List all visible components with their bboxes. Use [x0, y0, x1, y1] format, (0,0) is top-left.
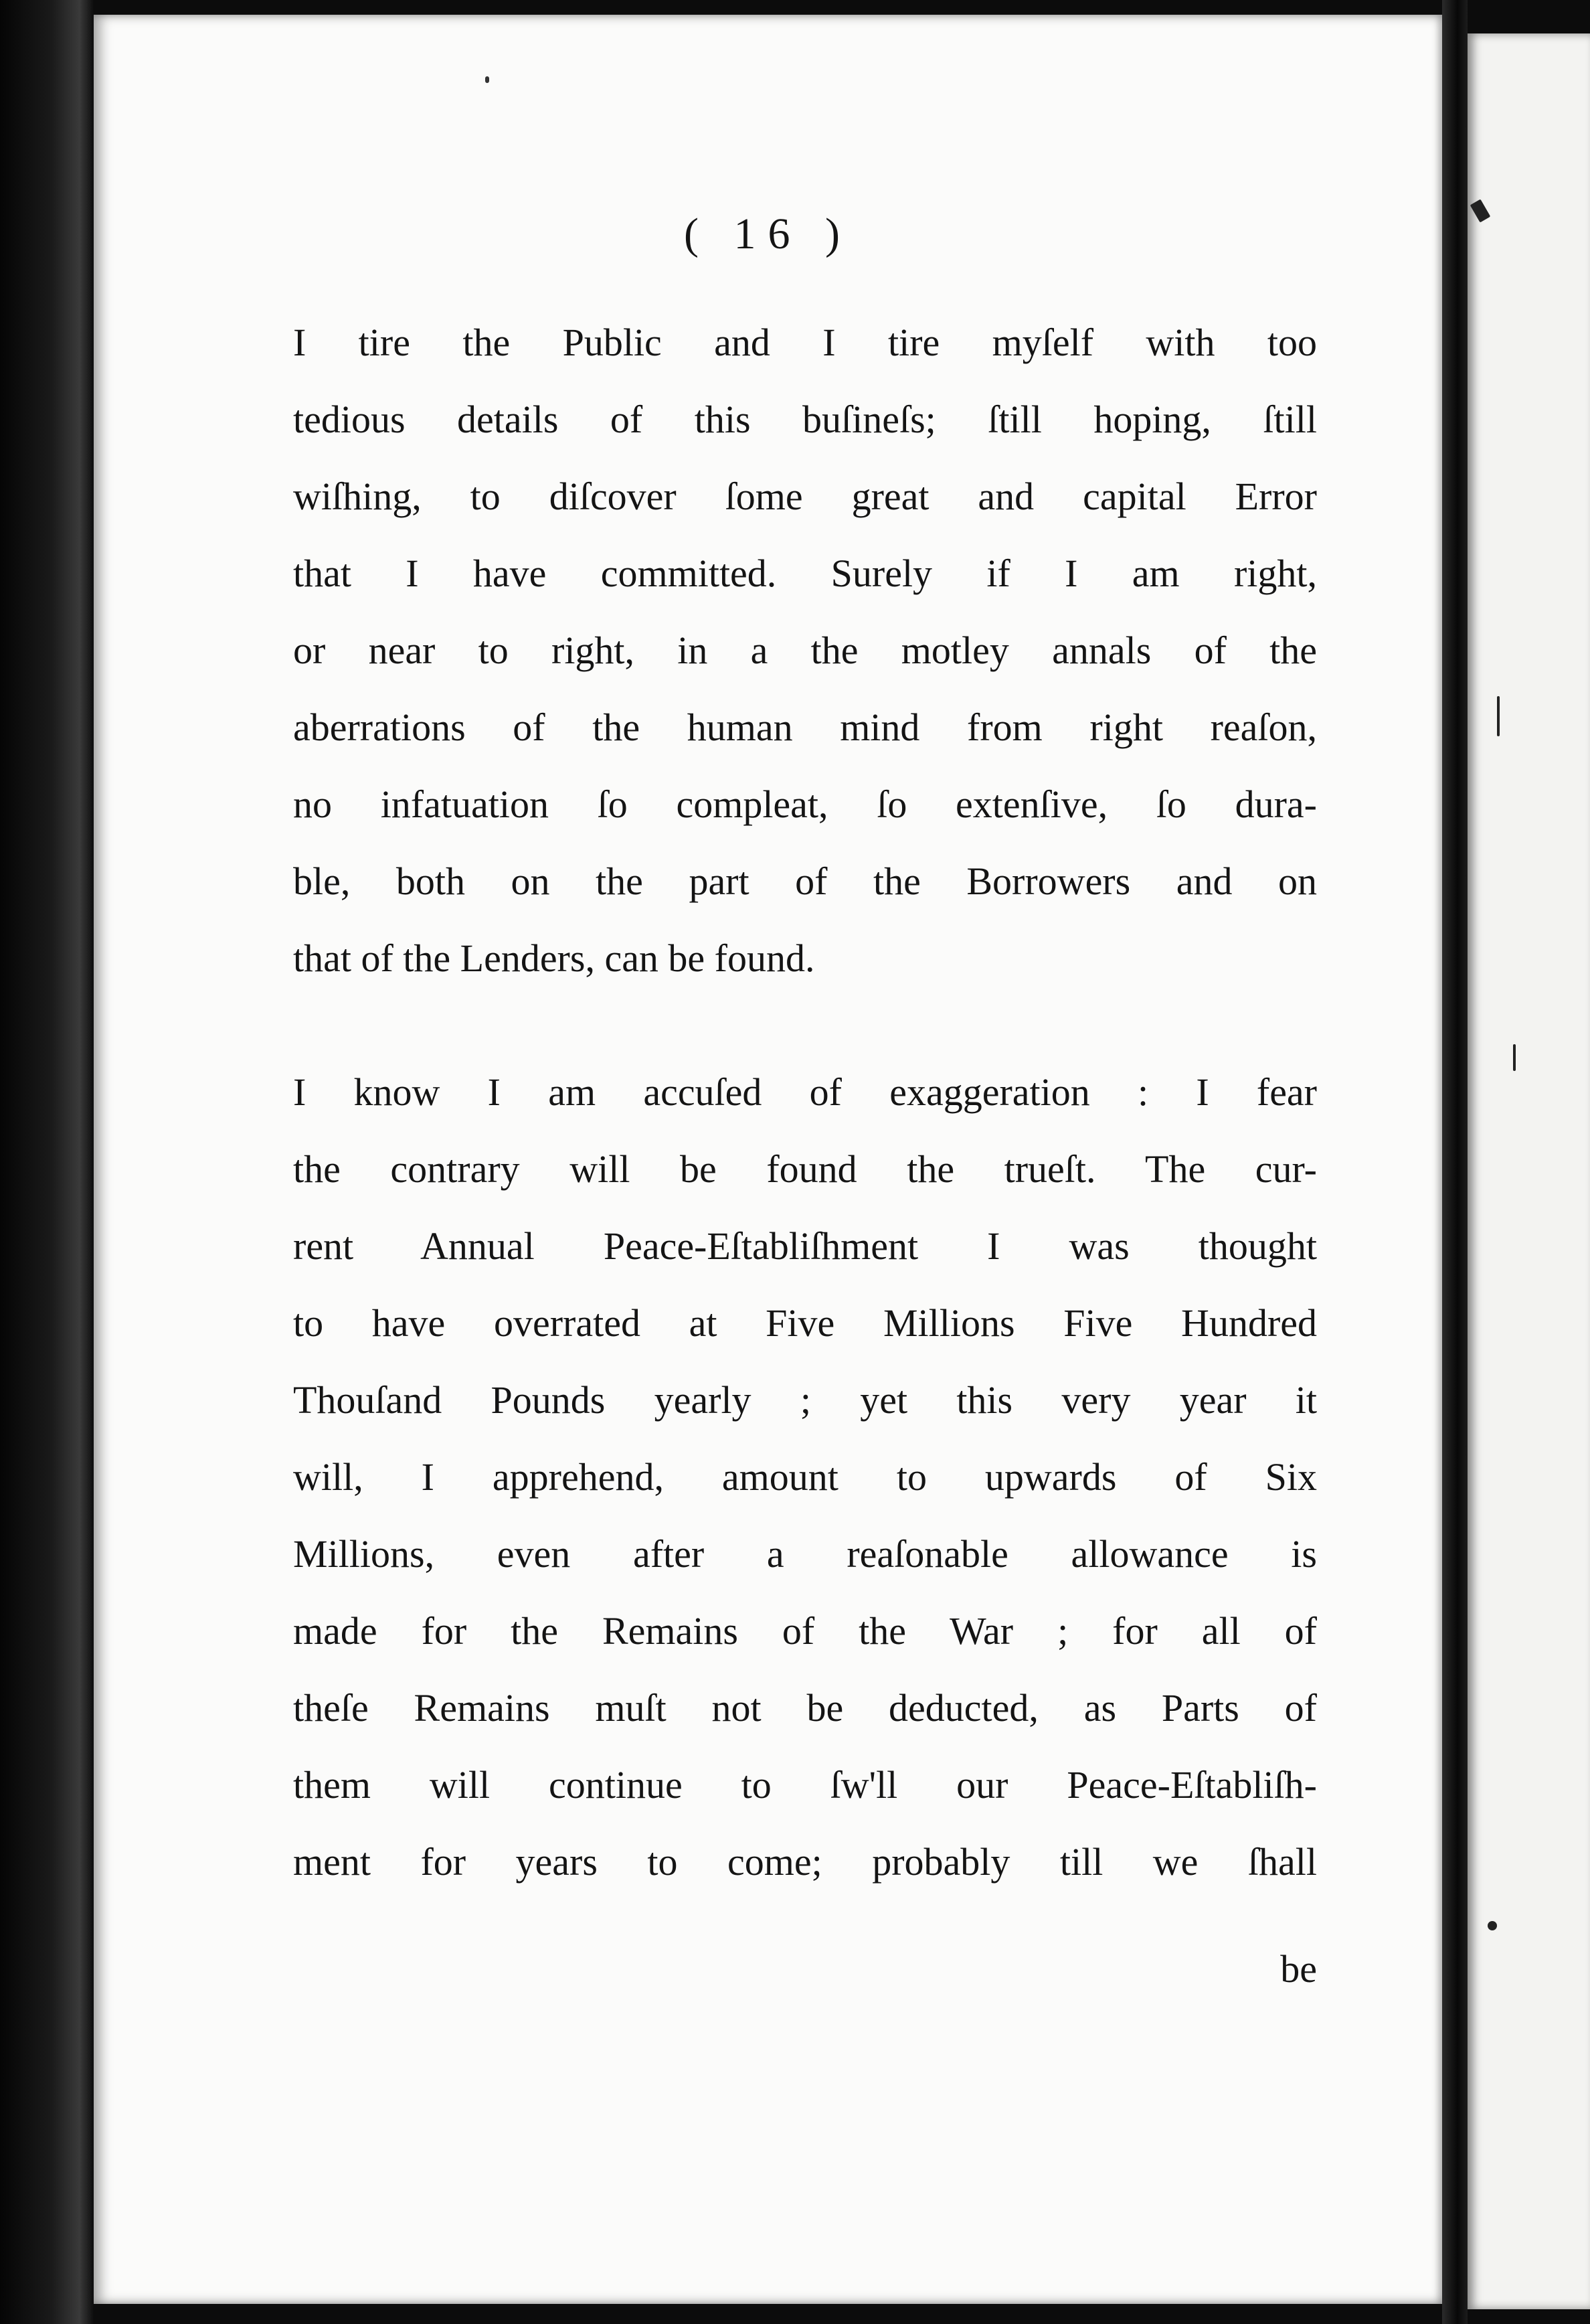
text-line: Millions, even after a reaſonable allowance is [293, 1532, 1317, 1576]
text-line: or near to right, in a the motley annals of the [293, 629, 1317, 672]
page-number: ( 16 ) [684, 210, 852, 258]
ink-mark [1470, 199, 1491, 223]
ink-mark [1488, 1921, 1497, 1930]
ink-mark [1513, 1044, 1516, 1071]
text-line: that of the Lenders, can be found. [293, 936, 815, 980]
text-line: theſe Remains muſt not be deducted, as Parts of [293, 1686, 1317, 1730]
ink-mark [1497, 696, 1500, 736]
text-line: no infatuation ſo compleat, ſo extenſive, ſo dura- [293, 782, 1317, 826]
text-line: aberrations of the human mind from right reaſon, [293, 706, 1317, 749]
text-line: rent Annual Peace-Eſtabliſhment I was thought [293, 1224, 1317, 1268]
ink-speck [485, 76, 489, 83]
text-line: ble, both on the part of the Borrowers and on [293, 859, 1317, 903]
text-line: Thouſand Pounds yearly ; yet this very year it [293, 1378, 1317, 1422]
text-line: I tire the Public and I tire myſelf with too [293, 321, 1317, 364]
text-line: made for the Remains of the War ; for all of [293, 1609, 1317, 1653]
page-gutter [1442, 0, 1468, 2324]
text-line: the contrary will be found the trueſt. The cur- [293, 1147, 1317, 1191]
book-page [94, 15, 1442, 2304]
text-line: I know I am accuſed of exaggeration : I fear [293, 1070, 1317, 1114]
book-binding-edge [0, 0, 94, 2324]
paragraph-1 [293, 304, 1317, 997]
text-line: will, I apprehend, amount to upwards of Six [293, 1455, 1317, 1499]
text-line: wiſhing, to diſcover ſome great and capital Error [293, 475, 1317, 518]
catchword: be [1280, 1947, 1317, 1991]
text-line: tedious details of this buſineſs; ſtill hoping, ſtill [293, 398, 1317, 441]
paragraph-2 [293, 1054, 1317, 1900]
text-line: them will continue to ſw'll our Peace-Eſtabliſh- [293, 1763, 1317, 1807]
text-line: to have overrated at Five Millions Five Hundred [293, 1301, 1317, 1345]
text-line: that I have committed. Surely if I am right, [293, 552, 1317, 595]
text-line: ment for years to come; probably till we ſhall [293, 1840, 1317, 1884]
adjacent-page-edge [1468, 33, 1590, 2309]
